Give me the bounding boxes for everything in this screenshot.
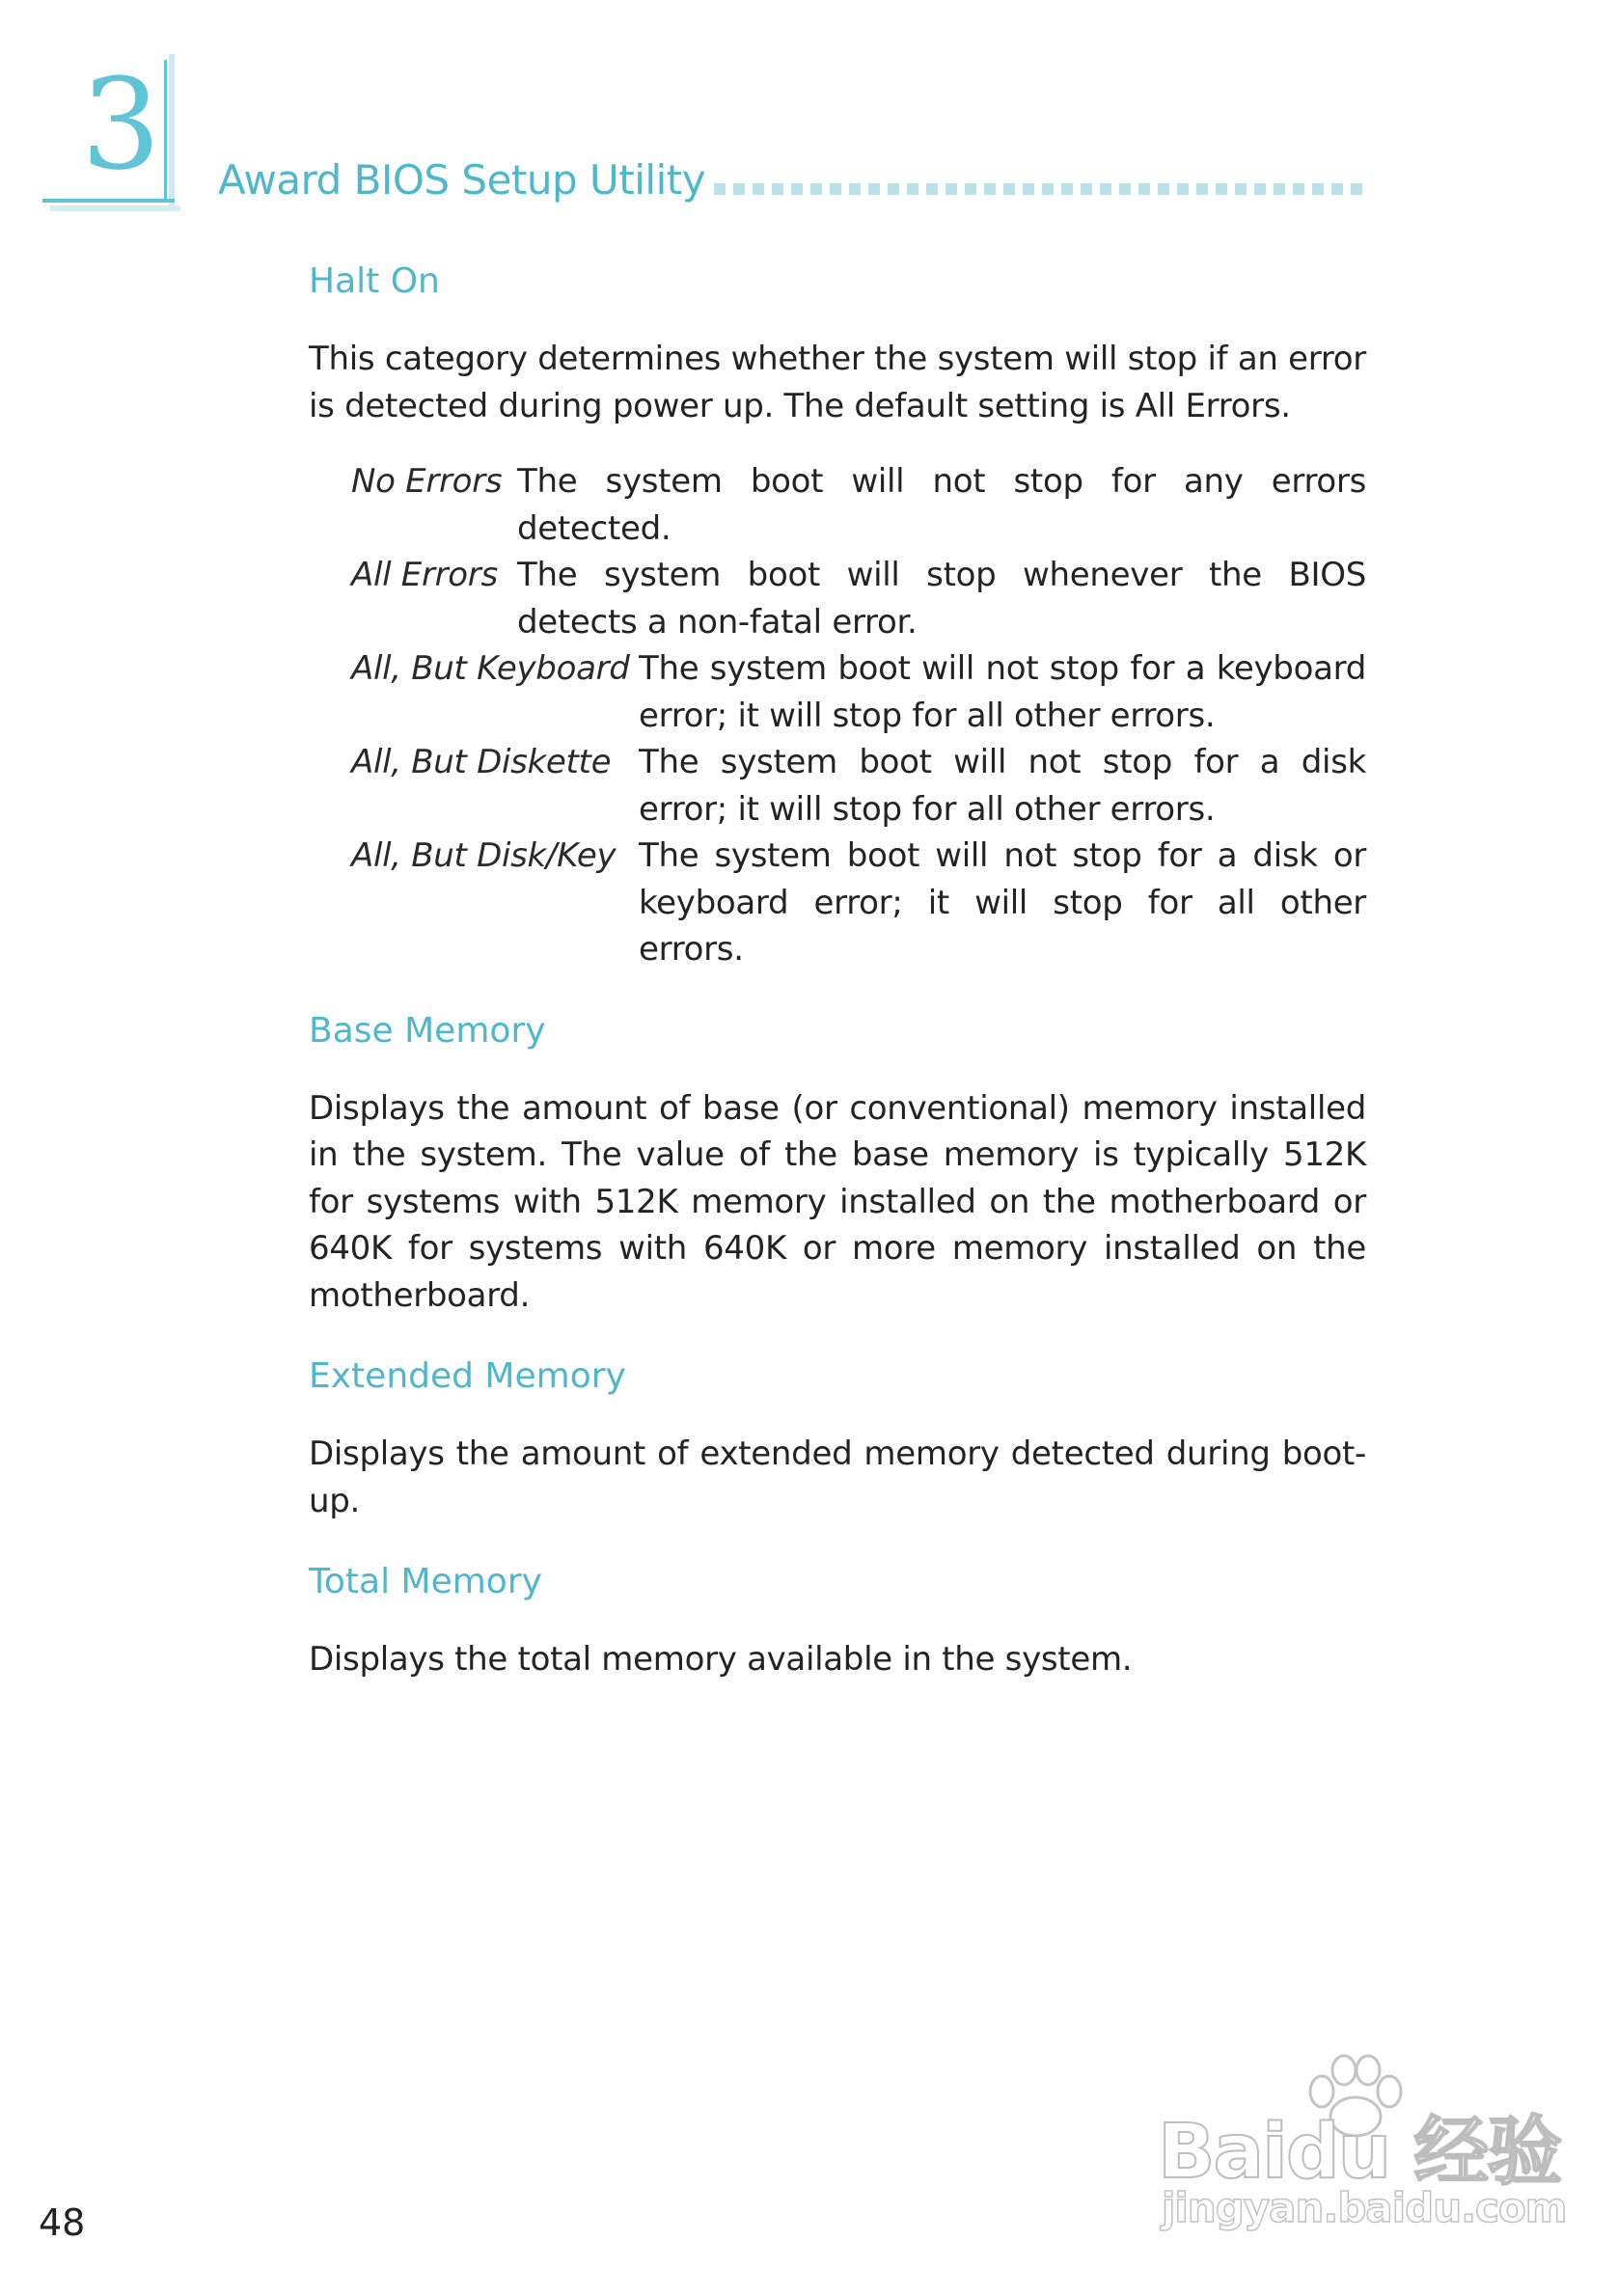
halt-on-options — [351, 458, 1366, 973]
halt-on-intro: This category determines whether the system will stop if an error is detected during power up. The default setting is All Errors. — [309, 340, 1366, 425]
option-row — [351, 458, 1366, 552]
option-row — [351, 552, 1366, 645]
total-memory-body: Displays the total memory available in the system. — [309, 1640, 1133, 1679]
chapter-rule-vertical-accent — [164, 60, 167, 203]
chapter-rule-vertical — [169, 54, 175, 206]
section-heading-halt-on: Halt On — [309, 261, 440, 301]
option-row — [351, 833, 1366, 973]
option-row — [351, 645, 1366, 739]
option-term: All, But Disk/Key — [351, 836, 617, 875]
option-term: All, But Keyboard — [351, 649, 630, 688]
option-description: The system boot will stop whenever the BIOS detects a non-fatal error. — [517, 556, 1366, 642]
baidu-watermark — [1146, 2053, 1567, 2246]
chapter-rule-horizontal — [42, 199, 175, 203]
option-row — [351, 739, 1366, 833]
option-term: No Errors — [351, 462, 503, 501]
page-content — [309, 257, 1366, 1683]
option-description: The system boot will not stop for a disk error; it will stop for all other errors. — [639, 743, 1366, 829]
chapter-title: Award BIOS Setup Utility — [218, 156, 706, 204]
option-description: The system boot will not stop for a disk or keyboard error; it will stop for all other errors. — [639, 836, 1366, 969]
option-description: The system boot will not stop for a keyboard error; it will stop for all other errors. — [639, 649, 1366, 735]
chapter-mark — [42, 51, 182, 218]
option-description: The system boot will not stop for any errors detected. — [517, 462, 1366, 548]
header-dot-rule — [714, 183, 1362, 195]
chapter-rule-shadow — [50, 205, 180, 211]
section-heading-base-memory: Base Memory — [309, 1010, 546, 1051]
page-number: 48 — [39, 2201, 86, 2244]
section-heading-extended-memory: Extended Memory — [309, 1356, 626, 1396]
base-memory-body: Displays the amount of base (or conventional) memory installed in the system. The value of the base memory is typically 512K for systems with 512K memory installed on the motherboard or 640K for systems with 640K or more memory installed on the motherboard. — [309, 1088, 1366, 1315]
watermark-url: jingyan.baidu.com — [1162, 2184, 1567, 2231]
option-term: All Errors — [351, 556, 498, 594]
chapter-number: 3 — [81, 51, 161, 198]
section-heading-total-memory: Total Memory — [309, 1562, 542, 1601]
option-term: All, But Diskette — [351, 743, 612, 781]
extended-memory-body: Displays the amount of extended memory detected during boot-up. — [309, 1435, 1366, 1520]
watermark-brand: Baidu 经验 — [1158, 2109, 1561, 2196]
